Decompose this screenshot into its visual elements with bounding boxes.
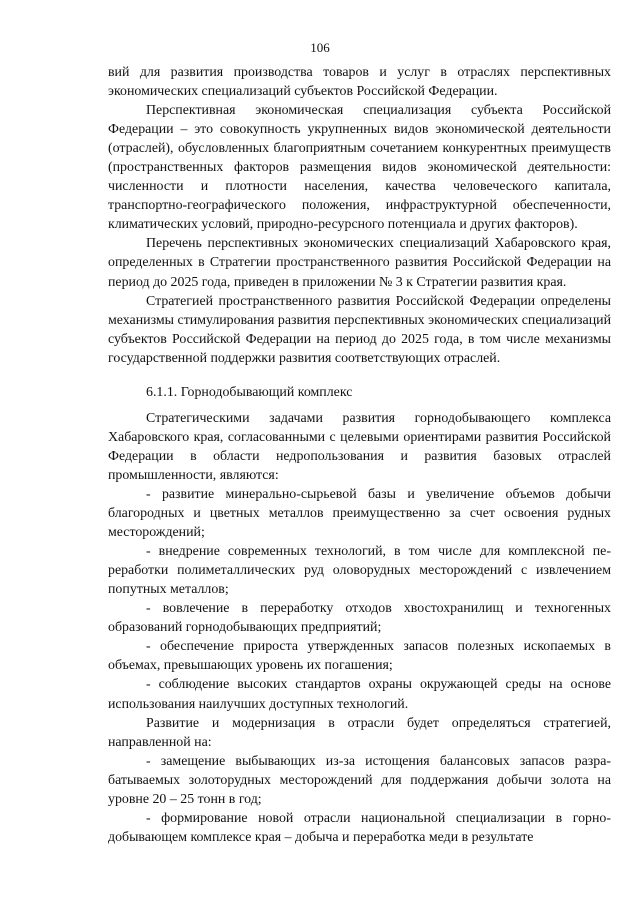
- paragraph-specialization-definition: Перспективная экономическая специализация субъекта Российской Федерации – это совокупность укрупненных видов экономической деятельности (отраслей), обусловленных благоприятным сочетанием конкурентных преимуществ (пространственных факторов размещения видов экономической деятельности: численности и плотности населения, качества человеческого капитала, транспортно-географического положения, инфраструктурной обеспеченности, климатических условий, природно-ресурсного потенциала и других факторов).: [108, 103, 611, 233]
- list-item-reserves-growth: - обеспечение прироста утвержденных запасов полезных ископаемых в объемах, превышающих уровень их погашения;: [108, 639, 611, 674]
- list-item-tailings-processing: - вовлечение в переработку отходов хвостохранилищ и техногенных образований горнодобывающих предприятий;: [108, 601, 611, 636]
- paragraph-stimulation-mechanisms: Стратегией пространственного развития Российской Федерации определены механизмы стимулирования развития перспективных экономических специализаций субъектов Российской Федерации на период до 2025 года, в том числе механизмы государственной поддержки развития соответствующих отраслей.: [108, 293, 611, 366]
- paragraph-strategic-tasks: Стратегическими задачами развития горнодобывающего комплекса Хабаровского края, согласованными с целевыми ориентирами развития Российской Федерации в области недропользования и развития базовых отраслей промышленности, являются:: [108, 410, 611, 483]
- paragraph-modernization-strategy: Развитие и модернизация в отрасли будет определяться стратегией, направленной на:: [108, 715, 611, 750]
- paragraph-continuation: вий для развития производства товаров и услуг в отраслях перспективных экономических специализаций субъектов Российской Федерации.: [108, 65, 611, 100]
- list-item-environmental-standards: - соблюдение высоких стандартов охраны окружающей среды на основе использования наилучших доступных технологий.: [108, 677, 611, 712]
- paragraph-specialization-list: Перечень перспективных экономических специализаций Хабаровского края, определенных в Стратегии пространственного развития Российской Федерации на период до 2025 года, приведен в приложении № 3 к Стратегии развития края.: [108, 236, 611, 290]
- list-item-mineral-base: - развитие минерально-сырьевой базы и увеличение объемов добычи благородных и цветных металлов преимущественно за счет освоения рудных месторождений;: [108, 486, 611, 541]
- page-number: 106: [310, 40, 330, 55]
- document-body: [108, 63, 611, 847]
- section-heading: 6.1.1. Горнодобывающий комплекс: [146, 384, 353, 400]
- list-item-copper-industry: - формирование новой отрасли национальной специализации в горнодобывающем комплексе края – добыча и переработка меди в результате: [108, 810, 611, 845]
- list-item-modern-technologies: - внедрение современных технологий, в том числе для комплексной переработки полиметаллических руд оловорудных месторождений с извлечением попутных металлов;: [108, 544, 611, 598]
- list-item-gold-replacement: - замещение выбывающих из-за истощения балансовых запасов разрабатываемых золоторудных месторождений для поддержания добычи золота на уровне 20 – 25 тонн в год;: [108, 753, 611, 807]
